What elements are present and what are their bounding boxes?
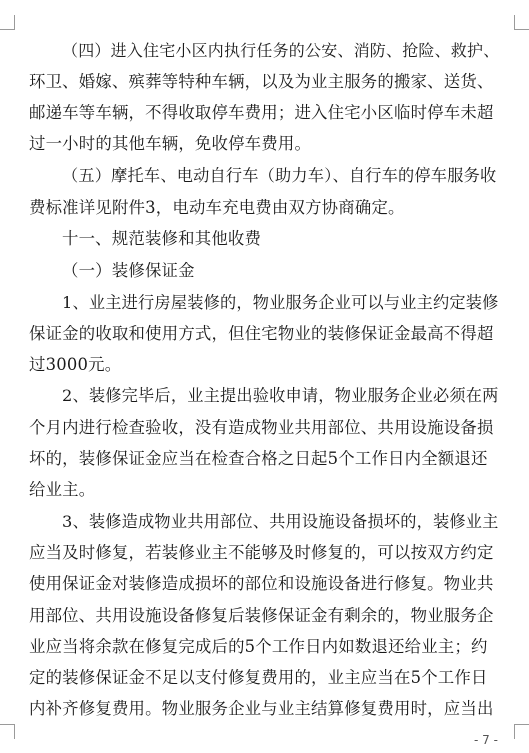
crop-mark-bottom-right: [514, 724, 529, 739]
item-3-line-5: 业应当将余款在修复完成后的5个工作日内如数退还给业主；约: [29, 637, 488, 656]
paragraph-5-line-2: 费标准详见附件3，电动车充电费由双方协商确定。: [29, 198, 405, 217]
item-3-line-2: 应当及时修复，若装修业主不能够及时修复的，可以按双方约定: [29, 543, 494, 562]
paragraph-4-line-1: （四）进入住宅小区内执行任务的公安、消防、抢险、救护、: [62, 41, 500, 60]
item-2-line-4: 给业主。: [29, 480, 96, 499]
subsection-heading: （一）装修保证金: [62, 261, 195, 280]
paragraph-4-line-2: 环卫、婚嫁、殡葬等特种车辆，以及为业主服务的搬家、送货、: [29, 72, 494, 91]
item-2-line-2: 个月内进行检查验收，没有造成物业共用部位、共用设施设备损: [29, 418, 494, 437]
item-3-line-1: 3、装修造成物业共用部位、共用设施设备损坏的，装修业主: [62, 512, 499, 531]
item-2-line-3: 坏的，装修保证金应当在检查合格之日起5个工作日内全额退还: [29, 449, 488, 468]
item-1-line-2: 保证金的收取和使用方式，但住宅物业的装修保证金最高不得超: [29, 324, 494, 343]
item-3-line-4: 用部位、共用设施设备修复后装修保证金有剩余的，物业服务企: [29, 606, 494, 625]
item-3-line-3: 使用保证金对装修造成损坏的部位和设施设备进行修复。物业共: [29, 574, 494, 593]
crop-mark-top-left: [0, 15, 15, 30]
item-3-line-7: 内补齐修复费用。物业服务企业与业主结算修复费用时，应当出: [29, 699, 494, 718]
paragraph-4-line-3: 邮递车等车辆，不得收取停车费用；进入住宅小区临时停车未超: [29, 103, 494, 122]
crop-mark-top-right: [514, 15, 529, 30]
page-number: - 7 -: [474, 733, 498, 747]
paragraph-4-line-4: 过一小时的其他车辆，免收停车费用。: [29, 134, 312, 153]
crop-mark-bottom-left: [0, 724, 15, 739]
item-2-line-1: 2、装修完毕后，业主提出验收申请，物业服务企业必须在两: [62, 386, 499, 405]
paragraph-5-line-1: （五）摩托车、电动自行车（助力车）、自行车的停车服务收: [62, 166, 497, 185]
item-3-line-6: 定的装修保证金不足以支付修复费用的，业主应当在5个工作日: [29, 668, 488, 687]
item-1-line-1: 1、业主进行房屋装修的，物业服务企业可以与业主约定装修: [62, 293, 499, 312]
section-heading: 十一、规范装修和其他收费: [62, 229, 262, 248]
item-1-line-3: 过3000元。: [29, 355, 122, 374]
